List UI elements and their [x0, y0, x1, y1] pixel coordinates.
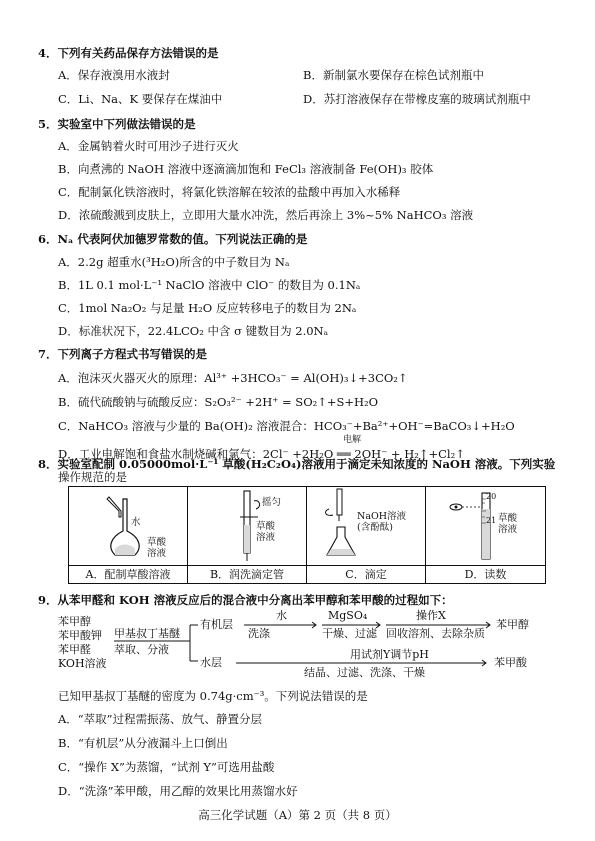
- q4-option-c: C．Li、Na、K 要保存在煤油中: [58, 92, 223, 106]
- q8-b-sol-text: 草酸 溶液: [256, 521, 276, 543]
- q9-product-benzyl-alcohol: 苯甲醇: [496, 618, 529, 631]
- q9-option-a: A．“萃取”过程需振荡、放气、静置分层: [58, 712, 263, 726]
- q5-stem: 5．实验室中下列做法错误的是: [38, 117, 196, 131]
- q9-mix-3: 苯甲醛: [58, 643, 91, 656]
- q9-organic-layer: 有机层: [200, 618, 233, 631]
- q9-mix-1: 苯甲醇: [58, 615, 91, 628]
- q9-step1-bottom: 洗涤: [248, 627, 270, 640]
- q8-figure-table: [68, 486, 546, 584]
- q9-extract-bottom: 萃取、分液: [114, 643, 169, 656]
- q8-caption-a: A．配制草酸溶液: [69, 565, 187, 583]
- q9-option-b: B．“有机层”从分液漏斗上口倒出: [58, 736, 228, 750]
- q9-step4-top: 用试剂Y调节pH: [350, 648, 429, 661]
- q4-option-a: A．保存液溴用水液封: [58, 68, 170, 82]
- q9-stem: 9．从苯甲醛和 KOH 溶液反应后的混合液中分离出苯甲醇和苯甲酸的过程如下：: [38, 593, 453, 607]
- q9-flowchart: [58, 609, 558, 685]
- q9-step3-bottom: 回收溶剂、去除杂质: [386, 627, 485, 640]
- q9-extract-top: 甲基叔丁基醚: [114, 627, 180, 640]
- q9-option-d: D．“洗涤”苯甲酸，用乙醇的效果比用蒸馏水好: [58, 784, 298, 798]
- q8-caption-d: D．读数: [426, 565, 545, 583]
- volumetric-flask-icon: [69, 487, 187, 565]
- q8-cell-b: [188, 487, 307, 583]
- q7-option-d: D．工业电解饱和食盐水制烧碱和氯气：2Cl⁻ +2H₂O ══ 2OH⁻ + H₂↑+Cl₂↑: [58, 447, 465, 461]
- q9-step3-top: 操作X: [416, 609, 446, 622]
- q8-a-solution-label: [147, 537, 166, 559]
- q8-cell-d: [426, 487, 545, 583]
- q9-step1-top: 水: [276, 609, 287, 622]
- q7-stem: 7．下列离子方程式书写错误的是: [38, 347, 207, 361]
- q8-cell-c: [307, 487, 426, 583]
- page-footer: 高三化学试题（A）第 2 页（共 8 页）: [198, 808, 397, 822]
- q7-option-d-over: 电解: [343, 435, 362, 445]
- q8-d-sol-text: 草酸 溶液: [498, 513, 518, 535]
- q8-caption-c: C．滴定: [307, 565, 425, 583]
- q4-option-d: D．苏打溶液保存在带橡皮塞的玻璃试剂瓶中: [303, 92, 531, 106]
- q8-cell-a: [69, 487, 188, 583]
- q6-option-b: B．1L 0.1 mol·L⁻¹ NaClO 溶液中 ClO⁻ 的数目为 0.1Nₐ: [58, 278, 361, 292]
- q8-c-sol-text: NaOH溶液 (含酚酞): [357, 511, 407, 533]
- q7-option-a: A．泡沫灭火器灭火的原理：Al³⁺ +3HCO₃⁻ = Al(OH)₃↓+3CO₂↑: [58, 371, 408, 385]
- q9-option-c: C．“操作 X”为蒸馏，“试剂 Y”可选用盐酸: [58, 760, 275, 774]
- q8-a-sol-text: 草酸 溶液: [147, 537, 167, 559]
- q8-b-shake-label: 摇匀: [262, 497, 282, 508]
- q7-option-c: C．NaHCO₃ 溶液与少量的 Ba(OH)₂ 溶液混合：HCO₃⁻+Ba²⁺+OH⁻=BaCO₃↓+H₂O: [58, 419, 515, 433]
- q4-option-b: B．新制氯水要保存在棕色试剂瓶中: [303, 68, 484, 82]
- q9-step2-top: MgSO₄: [328, 609, 368, 622]
- q8-stem-1: 8．实验室配制 0.05000mol·L⁻¹ 草酸(H₂C₂O₄)溶液用于滴定未知浓度的 NaOH 溶液。下列实验: [38, 457, 556, 471]
- q6-option-d: D．标准状况下，22.4LCO₂ 中含 σ 键数目为 2.0Nₐ: [58, 324, 329, 338]
- q6-stem: 6．Nₐ 代表阿伏加德罗常数的值。下列说法正确的是: [38, 232, 308, 246]
- q9-product-benzoic-acid: 苯甲酸: [494, 656, 527, 669]
- q8-a-water-label: 水: [131, 517, 141, 528]
- q8-stem-2: 操作规范的是: [58, 470, 127, 484]
- q9-note: 已知甲基叔丁基醚的密度为 0.74g·cm⁻³。下列说法错误的是: [58, 689, 368, 703]
- q9-mix-2: 苯甲酸钾: [58, 629, 102, 642]
- q8-d-scale-20: 20: [486, 492, 497, 501]
- q4-stem: 4．下列有关药品保存方法错误的是: [38, 46, 219, 60]
- q5-option-b: B．向煮沸的 NaOH 溶液中逐滴滴加饱和 FeCl₃ 溶液制备 Fe(OH)₃ 胶体: [58, 162, 434, 176]
- q7-option-b: B．硫代硫酸钠与硫酸反应：S₂O₃²⁻ +2H⁺ = SO₂↑+S+H₂O: [58, 395, 379, 409]
- q8-d-scale-21: 21: [486, 516, 497, 525]
- q9-mix-4: KOH溶液: [58, 657, 107, 670]
- q9-step4-bottom: 结晶、过滤、洗涤、干燥: [304, 666, 425, 679]
- q9-aqueous-layer: 水层: [200, 656, 222, 669]
- q9-step2-bottom: 干燥、过滤: [322, 627, 377, 640]
- burette-rinse-icon: [188, 487, 306, 565]
- q6-option-a: A．2.2g 超重水(³H₂O)所含的中子数目为 Nₐ: [58, 255, 290, 269]
- eye-reading-burette-icon: [426, 487, 544, 565]
- q6-option-c: C．1mol Na₂O₂ 与足量 H₂O 反应转移电子的数目为 2Nₐ: [58, 301, 357, 315]
- q5-option-c: C．配制氯化铁溶液时，将氯化铁溶解在较浓的盐酸中再加入水稀释: [58, 185, 401, 199]
- q5-option-d: D．浓硫酸溅到皮肤上，立即用大量水冲洗，然后再涂上 3%~5% NaHCO₃ 溶液: [58, 208, 474, 222]
- q5-option-a: A．金属钠着火时可用沙子进行灭火: [58, 139, 239, 153]
- q8-caption-b: B．润洗滴定管: [188, 565, 306, 583]
